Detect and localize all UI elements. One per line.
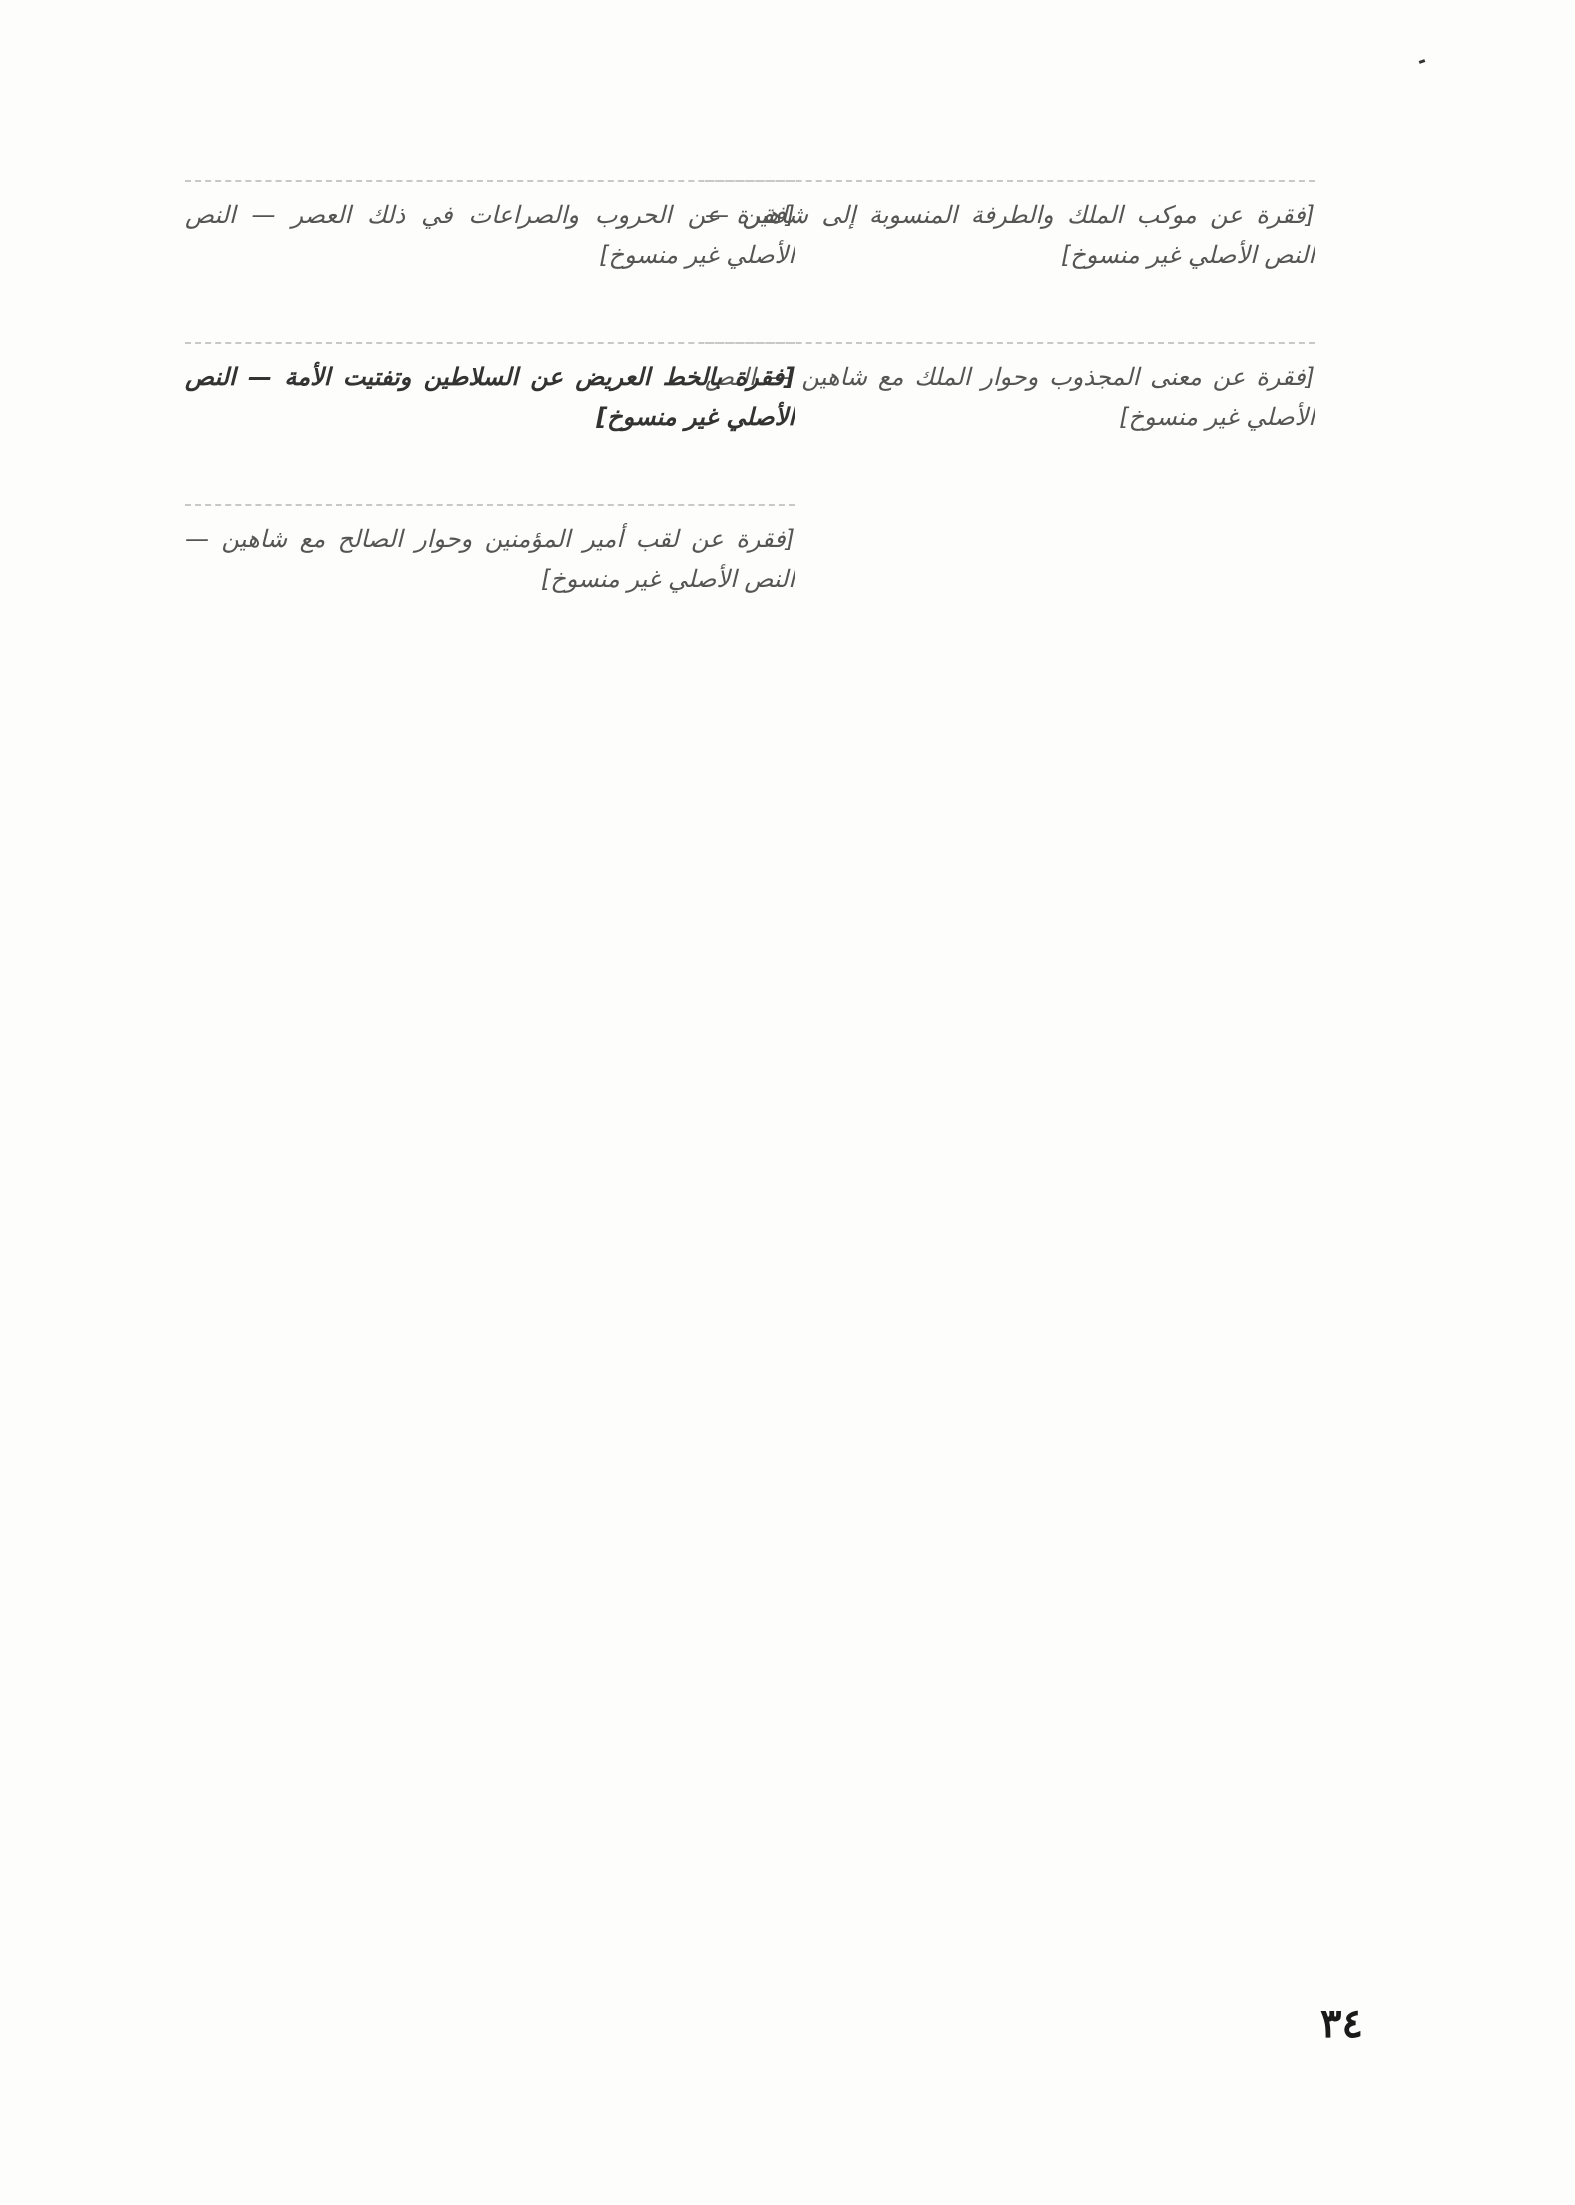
paragraph: [فقرة عن الحروب والصراعات في ذلك العصر — النص الأصلي غير منسوخ]	[185, 180, 795, 316]
left-column	[185, 180, 795, 1980]
paragraph: [فقرة عن معنى المجذوب وحوار الملك مع شاهين — النص الأصلي غير منسوخ]	[705, 342, 1315, 478]
paragraph-bold: [فقرة بالخط العريض عن السلاطين وتفتيت الأمة — النص الأصلي غير منسوخ]	[185, 342, 795, 478]
paragraph: [فقرة عن موكب الملك والطرفة المنسوبة إلى شاهين — النص الأصلي غير منسوخ]	[705, 180, 1315, 316]
page-number: ٣٤	[1320, 2000, 1363, 2047]
scan-mark	[1419, 59, 1426, 64]
paragraph: [فقرة عن لقب أمير المؤمنين وحوار الصالح مع شاهين — النص الأصلي غير منسوخ]	[185, 504, 795, 640]
right-column	[705, 180, 1315, 1980]
